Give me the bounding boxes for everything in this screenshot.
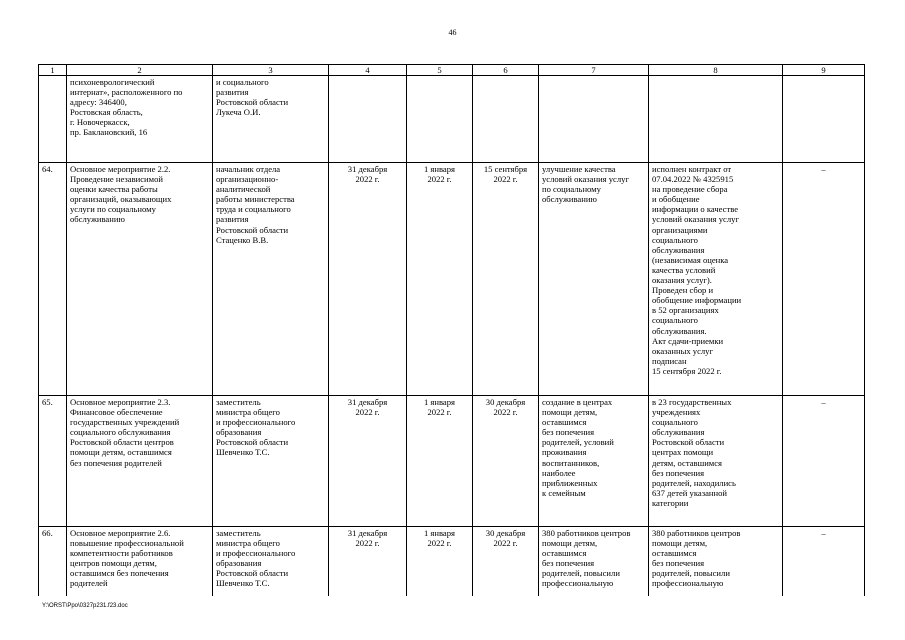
header-cell: 8 <box>649 65 783 76</box>
plan-end-cell: 31 декабря 2022 г. <box>329 396 407 527</box>
responsible-cell: и социального развития Ростовской области Лукеча О.И. <box>213 76 329 163</box>
header-cell: 9 <box>783 65 865 76</box>
table-header-row <box>39 65 865 76</box>
result-plan-cell: улучшение качества условий оказания услуг по социальному обслуживанию <box>539 163 649 396</box>
result-fact-cell <box>649 76 783 163</box>
result-plan-cell: 380 работников центров помощи детям, оставшимся без попечения родителей, повысили профессиональную <box>539 527 649 597</box>
fact-end-cell: 30 декабря 2022 г. <box>473 396 539 527</box>
header-cell: 1 <box>39 65 67 76</box>
page-number: 46 <box>448 28 457 37</box>
header-cell: 7 <box>539 65 649 76</box>
table-row <box>39 163 865 396</box>
note-cell <box>783 76 865 163</box>
fact-start-cell <box>407 76 473 163</box>
fact-end-cell: 15 сентября 2022 г. <box>473 163 539 396</box>
header-cell: 5 <box>407 65 473 76</box>
file-path-footer: Y:\ORST\Ppo\0327p231.f23.doc <box>42 603 128 609</box>
row-number <box>39 76 67 163</box>
result-fact-cell: 380 работников центров помощи детям, оставшимся без попечения родителей, повысили профессиональную <box>649 527 783 597</box>
header-cell: 6 <box>473 65 539 76</box>
responsible-cell: заместитель министра общего и профессионального образования Ростовской области Шевченко Т.С. <box>213 396 329 527</box>
note-cell: – <box>783 396 865 527</box>
activity-cell: Основное мероприятие 2.3. Финансовое обеспечение государственных учреждений социального обслуживания Ростовской области центров помощи детям, оставшимся без попечения родителей <box>67 396 213 527</box>
activity-cell: Основное мероприятие 2.2. Проведение независимой оценки качества работы организаций, оказывающих услуги по социальному обслуживанию <box>67 163 213 396</box>
table-row <box>39 527 865 597</box>
responsible-cell: начальник отдела организационно- аналитической работы министерства труда и социального развития Ростовской области Стаценко В.В. <box>213 163 329 396</box>
fact-start-cell: 1 января 2022 г. <box>407 527 473 597</box>
fact-start-cell: 1 января 2022 г. <box>407 396 473 527</box>
plan-end-cell <box>329 76 407 163</box>
table-row <box>39 396 865 527</box>
page-bottom-margin <box>0 600 905 640</box>
activity-cell: Основное мероприятие 2.6. повышение профессиональной компетентности работников центров помощи детям, оставшимся без попечения родителей <box>67 527 213 597</box>
row-number: 65. <box>39 396 67 527</box>
responsible-cell: заместитель министра общего и профессионального образования Ростовской области Шевченко Т.С. <box>213 527 329 597</box>
header-cell: 4 <box>329 65 407 76</box>
fact-start-cell: 1 января 2022 г. <box>407 163 473 396</box>
row-number: 64. <box>39 163 67 396</box>
report-table <box>38 64 865 596</box>
table-row <box>39 76 865 163</box>
result-fact-cell: исполнен контракт от 07.04.2022 № 4325915 на проведение сбора и обобщение информации о качестве условий оказания услуг организациями социального обслуживания (независимая оценка качества условий оказания услуг). Проведен сбор и обобщение информации в 52 организациях социального обслуживания. Акт сдачи-приемки оказанных услуг подписан 15 сентября 2022 г. <box>649 163 783 396</box>
fact-end-cell: 30 декабря 2022 г. <box>473 527 539 597</box>
note-cell: – <box>783 163 865 396</box>
activity-cell: психоневрологический интернат», расположенного по адресу: 346400, Ростовская область, г. Новочеркасск, пр. Баклановский, 16 <box>67 76 213 163</box>
result-fact-cell: в 23 государственных учреждениях социального обслуживания Ростовской области центрах помощи детям, оставшимся без попечения родителей, находились 637 детей указанной категории <box>649 396 783 527</box>
fact-end-cell <box>473 76 539 163</box>
plan-end-cell: 31 декабря 2022 г. <box>329 163 407 396</box>
result-plan-cell: создание в центрах помощи детям, оставшимся без попечения родителей, условий проживания воспитанников, наиболее приближенных к семейным <box>539 396 649 527</box>
header-cell: 3 <box>213 65 329 76</box>
note-cell: – <box>783 527 865 597</box>
plan-end-cell: 31 декабря 2022 г. <box>329 527 407 597</box>
row-number: 66. <box>39 527 67 597</box>
result-plan-cell <box>539 76 649 163</box>
header-cell: 2 <box>67 65 213 76</box>
